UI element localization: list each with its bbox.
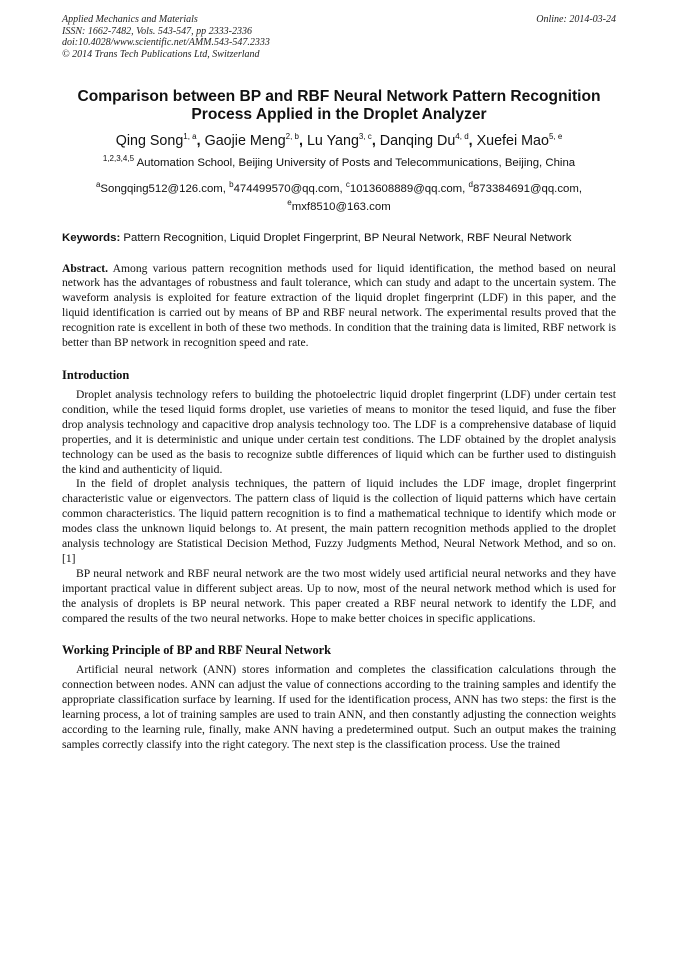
author-affiliation-mark: 2, b: [285, 132, 299, 142]
author-list: [62, 128, 616, 150]
paragraph: BP neural network and RBF neural network are the two most widely used artificial neural networks and they have important practical value in different subject areas. Up to now, most of the neural network method which is used for the analysis of droplets is BP neural network. This paper created a RBF neural network to identify the LDF, and compared the results of the two neural networks. Hope to make better choices in specific applications.: [62, 566, 616, 625]
section-heading-introduction: Introduction: [62, 367, 130, 382]
email-address[interactable]: 873384691@qq.com,: [472, 182, 583, 195]
author-separator: ,: [371, 133, 376, 150]
email-list: [62, 178, 616, 214]
email-address[interactable]: mxf8510@163.com: [291, 200, 391, 213]
author-separator: ,: [196, 133, 201, 150]
keywords-label: Keywords:: [62, 231, 121, 244]
journal-name: Applied Mechanics and Materials: [62, 14, 198, 25]
journal-copyright: © 2014 Trans Tech Publications Ltd, Switzerland: [62, 48, 260, 60]
section-heading-working-principle: Working Principle of BP and RBF Neural Network: [62, 643, 332, 658]
journal-header: [62, 14, 616, 60]
paper-page: [62, 14, 616, 753]
paragraph: Droplet analysis technology refers to building the photoelectric liquid droplet fingerprint (LDF) under certain test condition, while the tesed liquid forms droplet, use varieties of means to monitor the tesed liquid, and fuse the fiber drop analysis technology and capacitive drop analysis technology too. The LDF is a comprehensive database of liquid properties, and it is deterministic and unique under certain test conditions. The LDF obtained by the droplet analysis technology can be used as the basis to recognize subtle differences of liquid which can be further used to distinguish the kind and authenticity of liquid.: [62, 387, 616, 476]
email-mark: d: [468, 179, 473, 189]
author-separator: ,: [468, 133, 473, 150]
author-affiliation-mark: 5, e: [548, 132, 563, 142]
author-affiliation-mark: 4, d: [455, 132, 469, 142]
email-mark: a: [95, 179, 101, 189]
email-address[interactable]: Songqing512@126.com,: [100, 182, 226, 195]
author-name: Gaojie Meng: [204, 133, 286, 150]
email-mark: e: [287, 197, 292, 207]
email-address[interactable]: 1013608889@qq.com,: [349, 182, 466, 195]
author-separator: ,: [298, 133, 303, 150]
paper-title: Comparison between BP and RBF Neural Network Pattern Recognition Process Applied in the Droplet Analyzer: [77, 88, 601, 124]
affiliation-mark: 1,2,3,4,5: [102, 154, 135, 164]
paragraph: Artificial neural network (ANN) stores information and completes the classification calculations through the connection between nodes. ANN can adjust the value of connections according to the training samples and identify the appropriate classification surface by learning. If used for the identification process, ANN has two steps: the first is the learning process, a lot of training samples are used to train ANN, and then constantly adjusting the connection weights according to the learning rule, finally, make ANN having a predetermined output. Such an output makes the training samples correctly classify into the right category. The next step is the classification process. Use the trained: [62, 663, 616, 751]
email-address[interactable]: 474499570@qq.com,: [233, 182, 343, 195]
author-name: Lu Yang: [306, 133, 359, 150]
author-name: Danqing Du: [379, 133, 456, 150]
abstract: [62, 262, 616, 351]
email-mark: c: [345, 179, 350, 189]
journal-issn: ISSN: 1662-7482, Vols. 543-547, pp 2333-2336: [62, 25, 252, 37]
author-affiliation-mark: 3, c: [358, 132, 372, 142]
affiliation: [62, 152, 616, 170]
keywords-text: Pattern Recognition, Liquid Droplet Fingerprint, BP Neural Network, RBF Neural Network: [123, 231, 572, 244]
online-date: Online: 2014-03-24: [536, 14, 616, 25]
keywords: [62, 231, 616, 245]
abstract-label: Abstract.: [62, 261, 109, 275]
abstract-text: Among various pattern recognition methods used for liquid identification, the method based on neural network has the advantages of robustness and fault tolerance, which can study and adapt to the uncertain system. The waveform analysis is exploited for feature extraction of the liquid droplet fingerprint (LDF) in this paper, and the liquid identification is carried out by means of BP and RBF neural network. The experimental results proved that the recognition rate is excellent in both of these two methods. In condition that the training data is limited, RBF network is better than BP network in recognition speed and rate.: [62, 261, 616, 350]
email-mark: b: [229, 179, 234, 189]
author-affiliation-mark: 1, a: [183, 132, 197, 142]
author-name: Xuefei Mao: [476, 133, 549, 150]
author-name: Qing Song: [115, 133, 184, 150]
affiliation-text: Automation School, Beijing University of Posts and Telecommunications, Beijing, China: [136, 156, 576, 169]
paragraph: In the field of droplet analysis techniques, the pattern of liquid includes the LDF image, droplet fingerprint characteristic value or eigenvectors. The pattern class of liquid is the collection of liquid patterns which have certain common characteristics. The liquid pattern recognition is to find a mathematical technique to identify which mode or modes class the unknown liquid belongs to. At present, the main pattern recognition methods applied to the droplet analysis technology are Statistical Decision Method, Fuzzy Judgments Method, Neural Network Method, and so on. [1]: [62, 477, 616, 565]
journal-doi: doi:10.4028/www.scientific.net/AMM.543-547.2333: [62, 37, 270, 49]
